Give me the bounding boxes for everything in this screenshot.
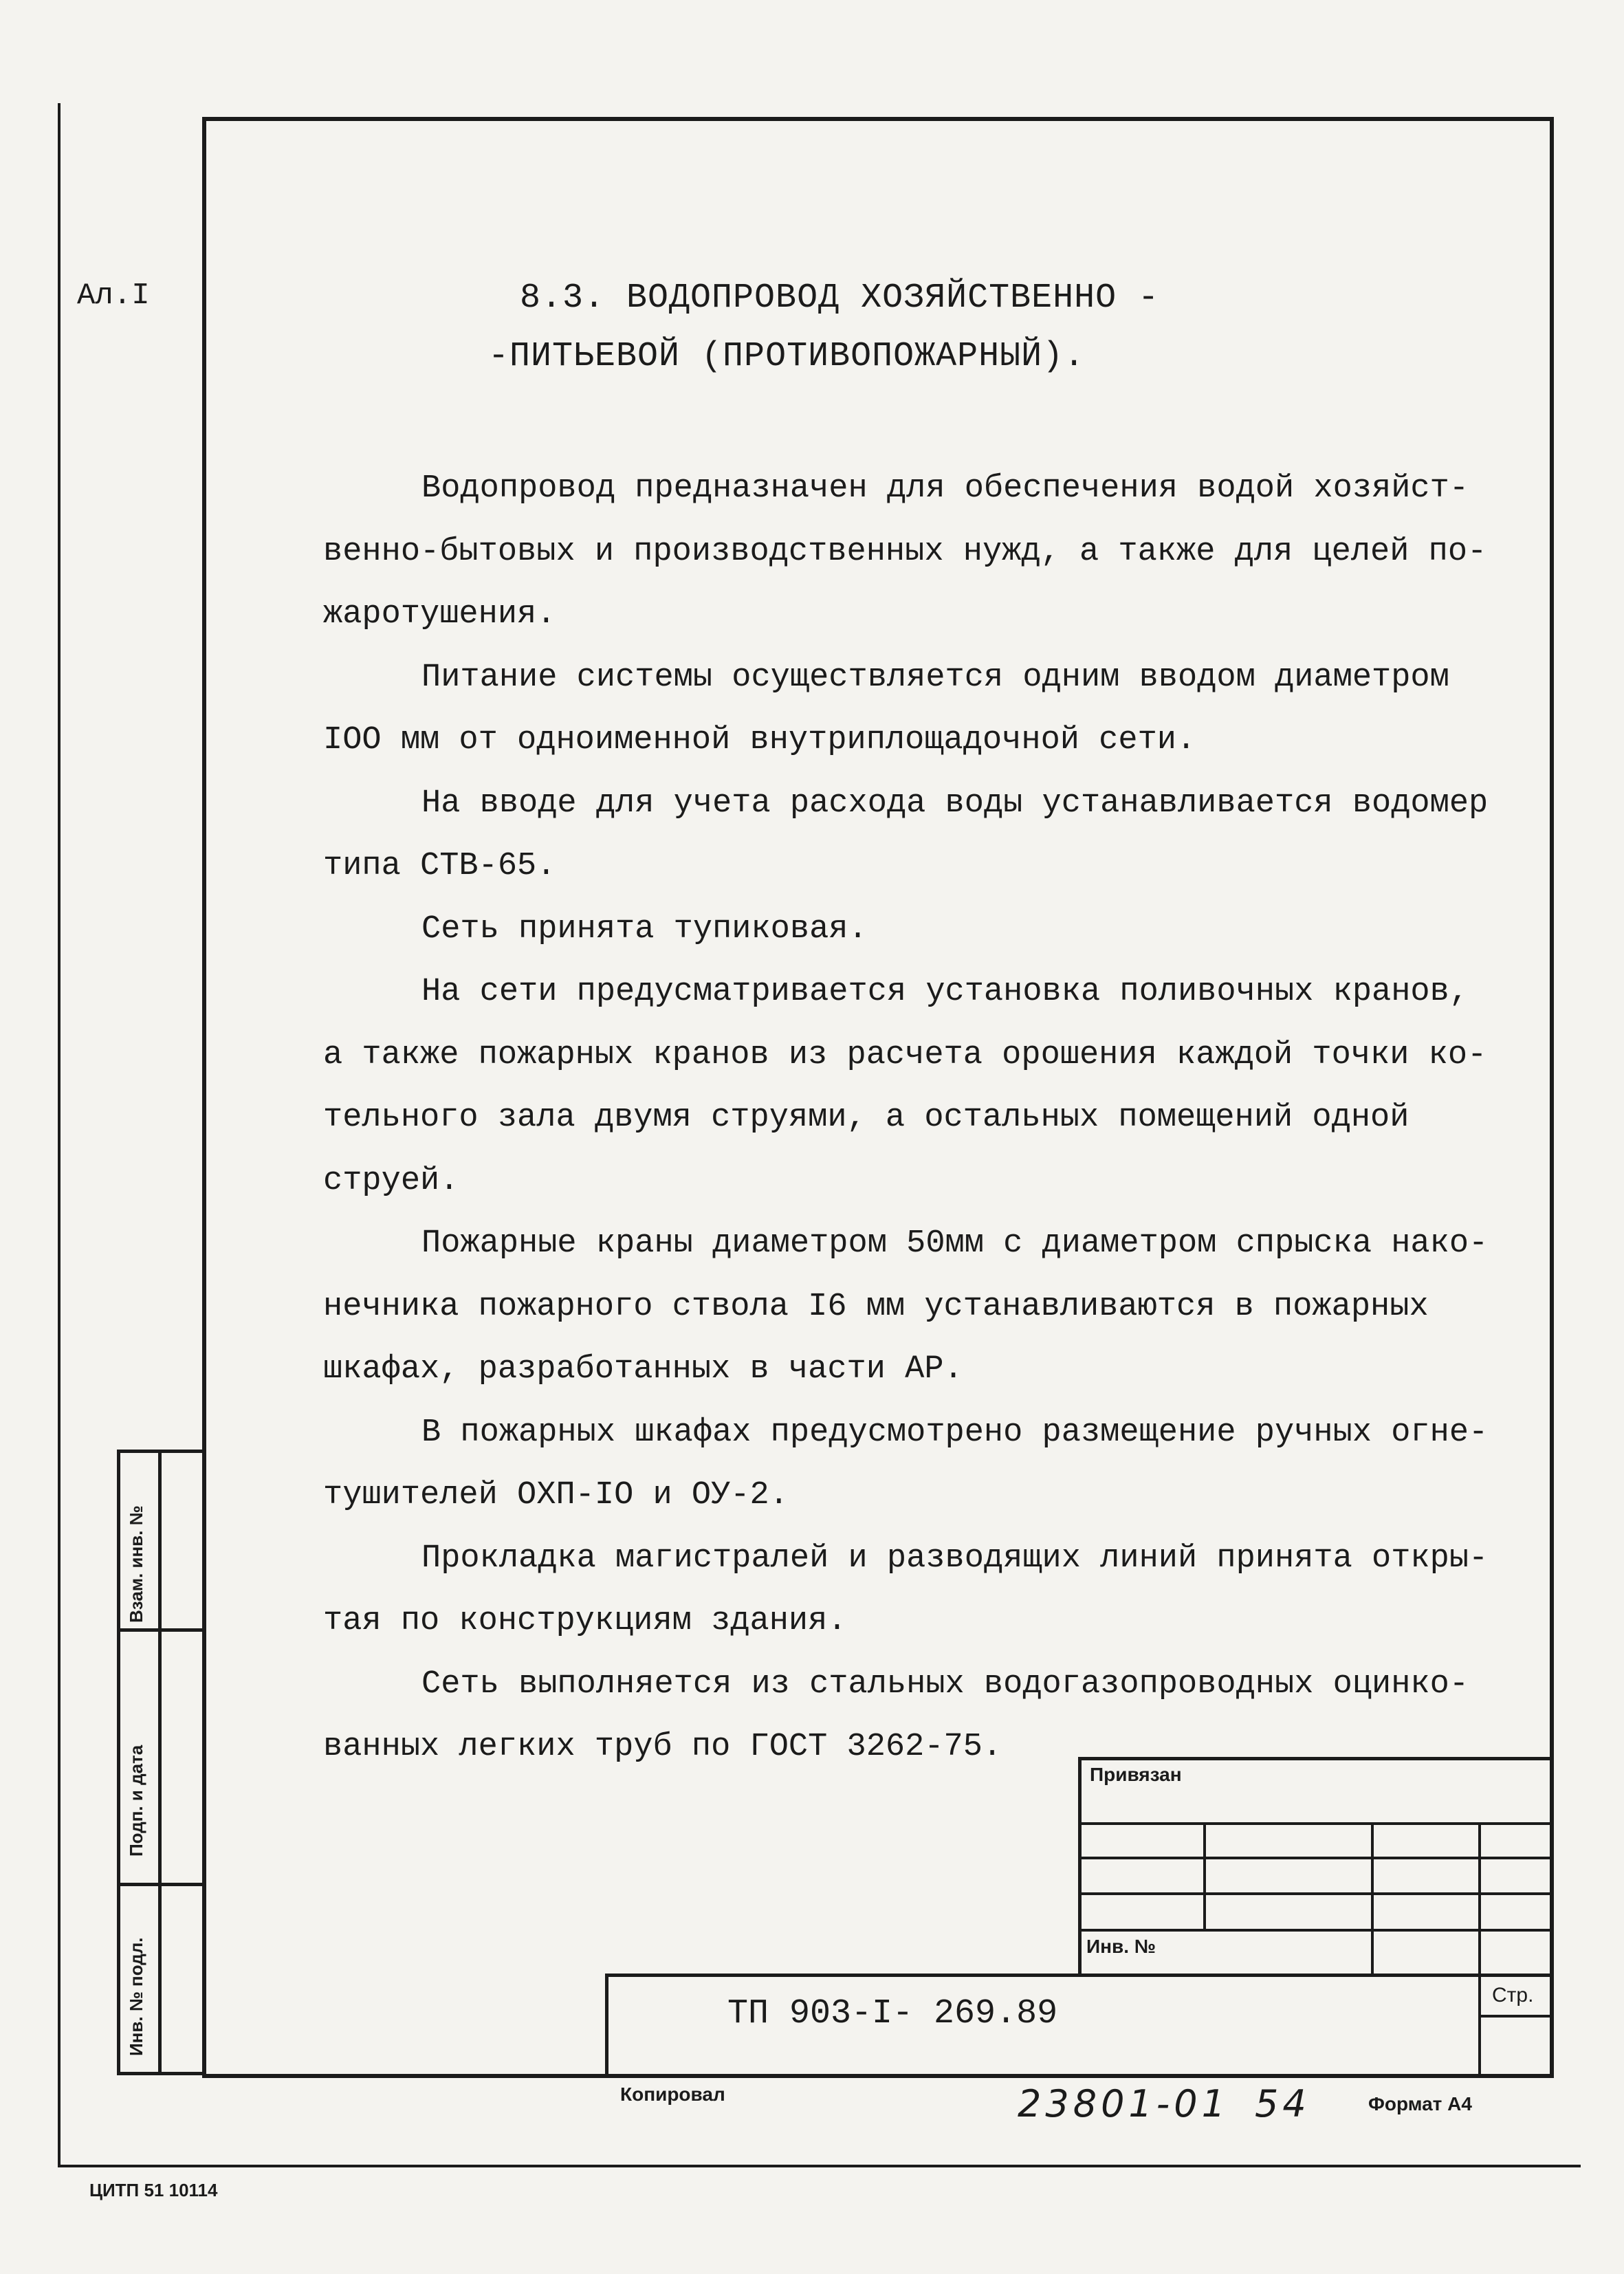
paragraph: На вводе для учета расхода воды устанавливается водомер типа СТВ-65. bbox=[323, 785, 1489, 884]
outer-frame-bottom bbox=[58, 2165, 1581, 2167]
title-block-line bbox=[605, 1974, 1554, 1977]
inv-no-label: Инв. № bbox=[1086, 1936, 1156, 1957]
handwritten-number: 23801-01 bbox=[1018, 2082, 1229, 2125]
title-block-line bbox=[1078, 1822, 1554, 1825]
title-block-line bbox=[1078, 1757, 1554, 1760]
section-heading-line2: -ПИТЬЕВОЙ (ПРОТИВОПОЖАРНЫЙ). bbox=[488, 337, 1086, 376]
paragraph: Водопровод предназначен для обеспечения водой хозяйст-венно-бытовых и производственных нужд, а также для целей по-жаротушения. bbox=[323, 470, 1487, 633]
sheet-number: 54 bbox=[1255, 2082, 1310, 2125]
section-heading-line1: 8.3. ВОДОПРОВОД ХОЗЯЙСТВЕННО - bbox=[520, 278, 1160, 318]
title-block-line bbox=[1078, 1857, 1554, 1859]
paragraph: Прокладка магистралей и разводящих линий принята откры-тая по конструкциям здания. bbox=[323, 1540, 1489, 1639]
sheet-mark: Ал.I bbox=[77, 278, 150, 313]
title-block-line bbox=[605, 1974, 608, 2078]
stamp-field-signature-date: Подп. и дата bbox=[126, 1745, 146, 1857]
copied-label: Копировал bbox=[620, 2084, 725, 2105]
page-label: Стр. bbox=[1492, 1984, 1534, 2007]
title-block-line bbox=[1478, 2015, 1554, 2018]
paragraph: На сети предусматривается установка поливочных кранов, а также пожарных кранов из расчета орошения каждой точки ко-тельного зала двумя струями, а остальных помещений одной струей. bbox=[323, 974, 1487, 1199]
title-block-line bbox=[1371, 1822, 1374, 1977]
title-block-line bbox=[1203, 1822, 1206, 1931]
margin-stamp-line bbox=[117, 1628, 206, 1632]
document-code: ТП 903-I- 269.89 bbox=[727, 1994, 1058, 2033]
outer-frame-left bbox=[58, 103, 61, 2166]
privyazan-label: Привязан bbox=[1090, 1764, 1182, 1785]
printer-mark: ЦИТП 51 10114 bbox=[89, 2180, 218, 2200]
format-label: Формат А4 bbox=[1368, 2093, 1472, 2114]
stamp-field-replaced-inv: Взам. инв. № bbox=[126, 1505, 146, 1623]
title-block-line bbox=[1078, 1929, 1554, 1932]
paragraph: Питание системы осуществляется одним вводом диаметром IOO мм от одноименной внутриплощадочной сети. bbox=[323, 659, 1449, 758]
stamp-field-original-inv: Инв. № подл. bbox=[126, 1937, 146, 2056]
paragraph: Пожарные краны диаметром 50мм с диаметром спрыска нако-нечника пожарного ствола I6 мм устанавливаются в пожарных шкафах, разработанных в части АР. bbox=[323, 1225, 1489, 1388]
title-block-line bbox=[1478, 1822, 1481, 2078]
title-block-line bbox=[1078, 1892, 1554, 1895]
paragraph: Сеть выполняется из стальных водогазопроводных оцинко-ванных легких труб по ГОСТ 3262-75. bbox=[323, 1665, 1469, 1765]
paragraph: В пожарных шкафах предусмотрено размещение ручных огне-тушителей ОХП-IO и ОУ-2. bbox=[323, 1414, 1489, 1513]
margin-stamp-line bbox=[117, 1883, 206, 1886]
body-text bbox=[323, 457, 1506, 1779]
title-block-line bbox=[1078, 1757, 1082, 1977]
paragraph: Сеть принята тупиковая. bbox=[421, 910, 868, 948]
margin-stamp-divider bbox=[158, 1450, 162, 2075]
